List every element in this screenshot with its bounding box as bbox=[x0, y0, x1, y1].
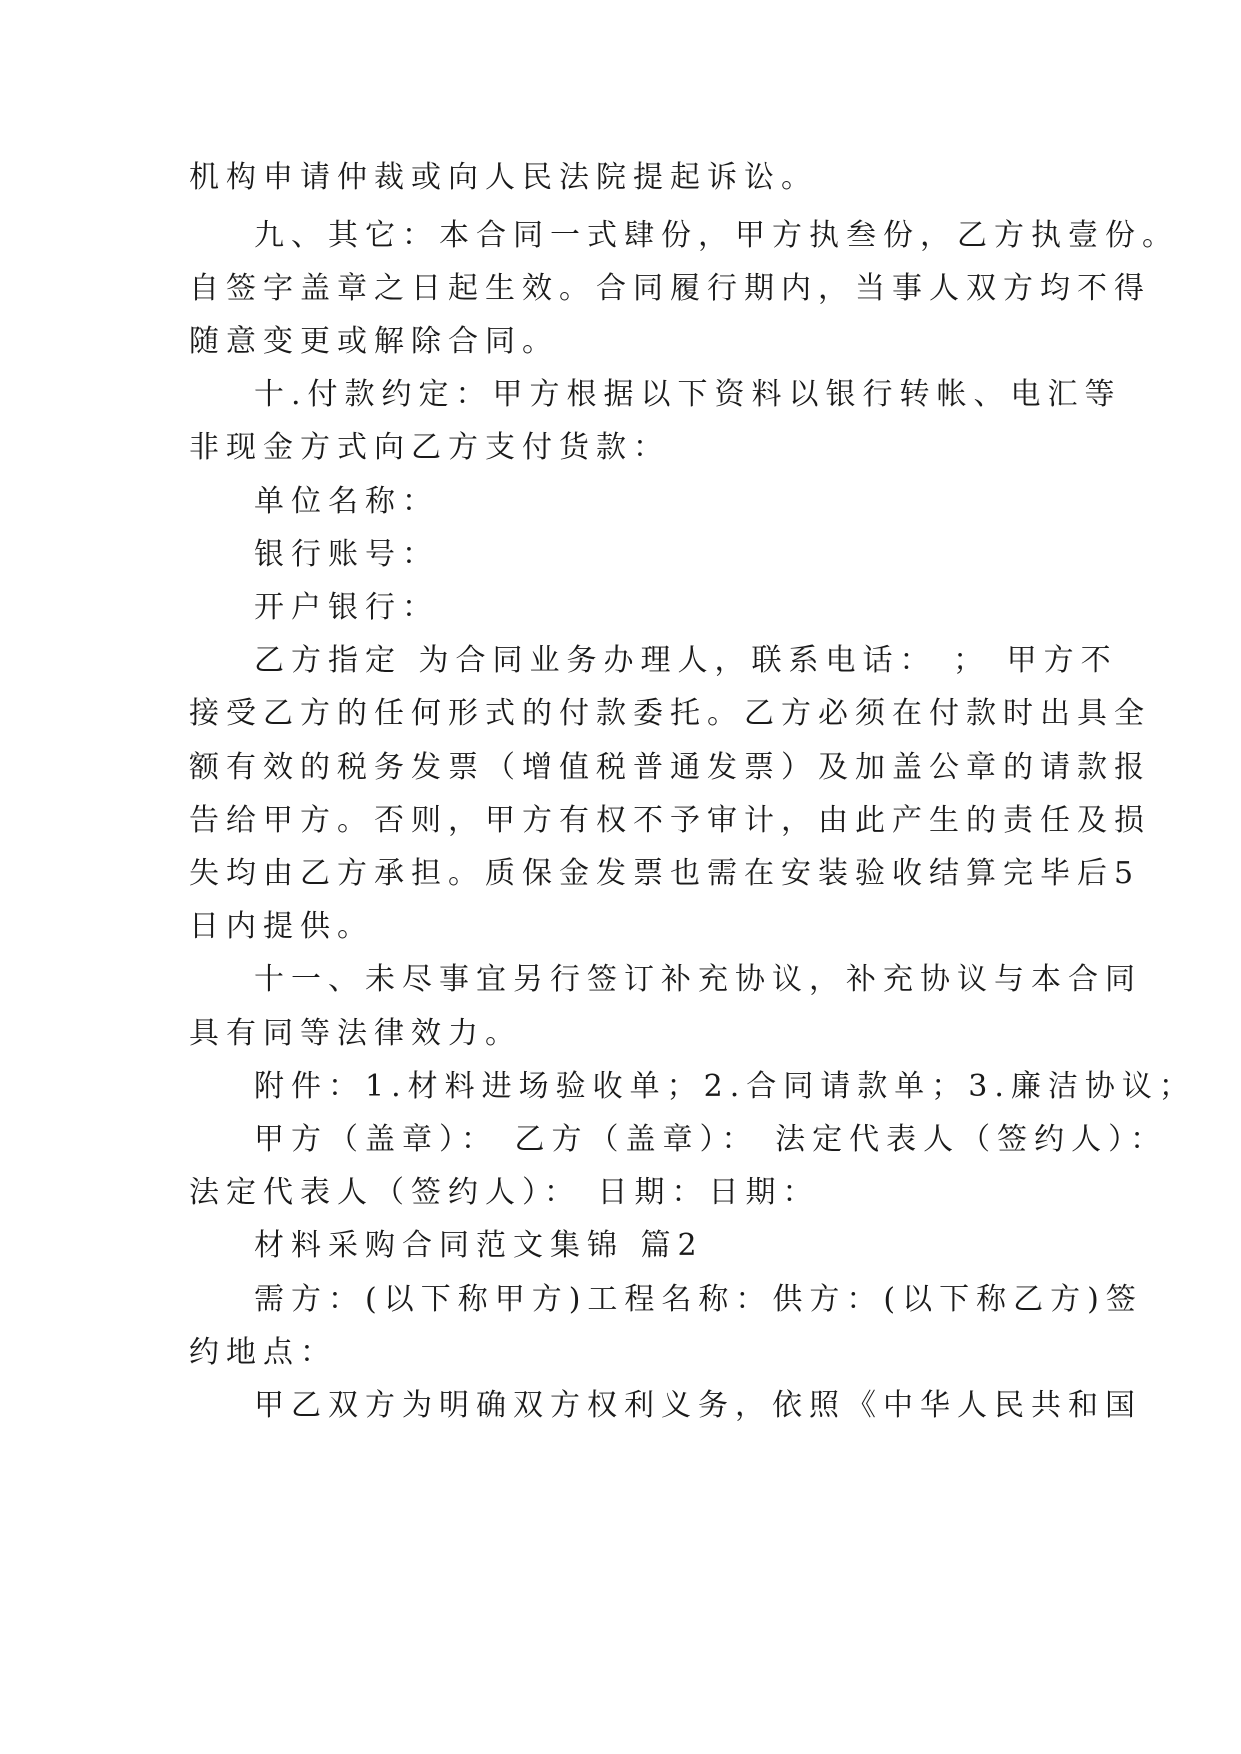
section-heading: 材料采购合同范文集锦 篇2 bbox=[254, 1228, 704, 1263]
text-line: 九、其它：本合同一式肆份，甲方执叁份，乙方执壹份。 bbox=[254, 218, 1179, 253]
text-line: 失均由乙方承担。质保金发票也需在安装验收结算完毕后5 bbox=[189, 856, 1141, 891]
text-line: 非现金方式向乙方支付货款： bbox=[189, 430, 670, 465]
text-line: 机构申请仲裁或向人民法院提起诉讼。 bbox=[189, 160, 818, 195]
text-line: 附件：1.材料进场验收单；2.合同请款单；3.廉洁协议； bbox=[254, 1069, 1196, 1104]
text-line: 接受乙方的任何形式的付款委托。乙方必须在付款时出具全 bbox=[189, 696, 1151, 731]
text-line: 告给甲方。否则，甲方有权不予审计，由此产生的责任及损 bbox=[189, 803, 1151, 838]
text-line: 单位名称： bbox=[254, 484, 439, 519]
text-line: 约地点： bbox=[189, 1335, 337, 1370]
text-line: 甲乙双方为明确双方权利义务，依照《中华人民共和国 bbox=[254, 1388, 1142, 1423]
text-line: 法定代表人（签约人）： 日期：日期： bbox=[189, 1175, 820, 1210]
text-line: 银行账号： bbox=[254, 537, 439, 572]
text-line: 甲方（盖章）： 乙方（盖章）： 法定代表人（签约人）： bbox=[254, 1122, 1168, 1157]
text-line: 十.付款约定：甲方根据以下资料以银行转帐、电汇等 bbox=[254, 377, 1122, 412]
text-line: 额有效的税务发票（增值税普通发票）及加盖公章的请款报 bbox=[189, 750, 1151, 785]
text-line: 具有同等法律效力。 bbox=[189, 1016, 522, 1051]
text-line: 开户银行： bbox=[254, 590, 439, 625]
text-line: 需方：(以下称甲方)工程名称：供方：(以下称乙方)签 bbox=[254, 1282, 1143, 1317]
text-line: 日内提供。 bbox=[189, 909, 374, 944]
text-line: 十一、未尽事宜另行签订补充协议，补充协议与本合同 bbox=[254, 962, 1142, 997]
text-line: 自签字盖章之日起生效。合同履行期内，当事人双方均不得 bbox=[189, 271, 1151, 306]
text-line: 乙方指定 为合同业务办理人，联系电话： ； 甲方不 bbox=[254, 643, 1118, 678]
text-line: 随意变更或解除合同。 bbox=[189, 324, 559, 359]
